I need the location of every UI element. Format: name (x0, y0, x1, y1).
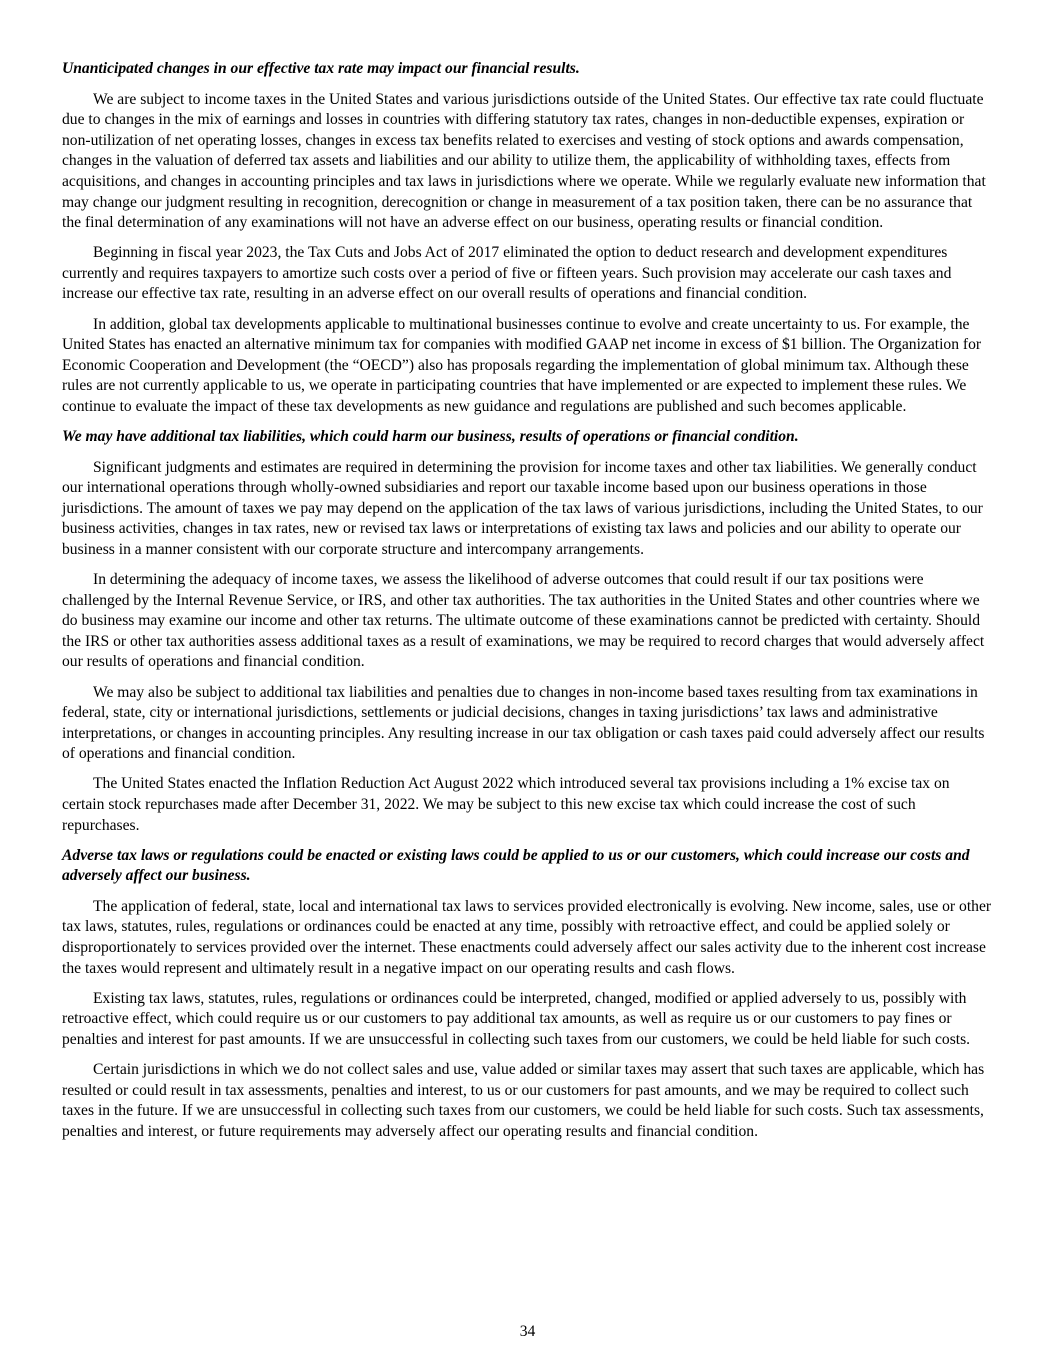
page-number: 34 (519, 1323, 536, 1340)
section-heading: Unanticipated changes in our effective tax rate may impact our financial results. (62, 60, 580, 77)
paragraph: We are subject to income taxes in the United States and various jurisdictions outside of the United States. Our effective tax rate could fluctuate due to changes in the mix of earnings and losses in countries with differing statutory tax rates, changes in non-deductible expenses, expiration or non-utilization of net operating losses, changes in excess tax benefits related to exercises and vesting of stock options and awards compensation, changes in the valuation of deferred tax assets and liabilities and our ability to utilize them, the applicability of withholding taxes, effects from acquisitions, and changes in accounting principles and tax laws in jurisdictions where we operate. While we regularly evaluate new information that may change our judgment resulting in recognition, derecognition or change in measurement of a tax position taken, there can be no assurance that the final determination of any examinations will not have an adverse effect on our business, operating results or financial condition. (62, 90, 986, 232)
paragraph: In addition, global tax developments applicable to multinational businesses continue to evolve and create uncertainty to us. For example, the United States has enacted an alternative minimum tax for companies with modified GAAP net income in excess of $1 billion. The Organization for Economic Cooperation and Development (the “OECD”) also has proposals regarding the implementation of global minimum tax. Although these rules are not currently applicable to us, we operate in participating countries that have implemented or are expected to implement these rules. We continue to evaluate the impact of these tax developments as new guidance and regulations are published and such becomes applicable. (62, 315, 982, 415)
paragraph: Existing tax laws, statutes, rules, regulations or ordinances could be interpreted, changed, modified or applied adversely to us, possibly with retroactive effect, which could require us or our customers to pay additional tax amounts, as well as require us or our customers to pay fines or penalties and interest for past amounts. If we are unsuccessful in collecting such taxes from our customers, we could be held liable for such costs. (62, 989, 971, 1048)
document-page (62, 59, 994, 1152)
paragraph: We may also be subject to additional tax liabilities and penalties due to changes in non-income based taxes resulting from tax examinations in federal, state, city or international jurisdictions, settlements or judicial decisions, changes in taxing jurisdictions’ tax laws and administrative interpretations, or changes in accounting principles. Any resulting increase in our tax obligation or cash taxes paid could adversely affect our results of operations and financial condition. (62, 683, 985, 763)
paragraph: The United States enacted the Inflation Reduction Act August 2022 which introduced several tax provisions including a 1% excise tax on certain stock repurchases made after December 31, 2022. We may be subject to this new excise tax which could increase the cost of such repurchases. (62, 775, 950, 834)
section-heading: We may have additional tax liabilities, which could harm our business, results of operations or financial condition. (62, 428, 799, 445)
paragraph: The application of federal, state, local and international tax laws to services provided electronically is evolving. New income, sales, use or other tax laws, statutes, rules, regulations or ordinances could be enacted at any time, possibly with retroactive effect, and could be applied solely or disproportionately to services provided over the internet. These enactments could adversely affect our sales activity due to the inherent cost increase the taxes would represent and ultimately result in a negative impact on our operating results and cash flows. (62, 897, 992, 977)
paragraph: In determining the adequacy of income taxes, we assess the likelihood of adverse outcomes that could result if our tax positions were challenged by the Internal Revenue Service, or IRS, and other tax authorities. The tax authorities in the United States and other countries where we do business may examine our income and other tax returns. The ultimate outcome of these examinations cannot be predicted with certainty. Should the IRS or other tax authorities assess additional taxes as a result of examinations, we may be required to record charges that would adversely affect our results of operations and financial condition. (62, 571, 985, 671)
section-additional-tax-liabilities (62, 427, 994, 836)
paragraph: Certain jurisdictions in which we do not collect sales and use, value added or similar taxes may assert that such taxes are applicable, which has resulted or could result in tax assessments, penalties and interest, to us or our customers for past amounts, and we may be required to collect such taxes in the future. If we are unsuccessful in collecting such taxes from our customers, we could be held liable for such costs. Such tax assessments, penalties and interest, or future requirements may adversely affect our operating results and financial condition. (62, 1061, 985, 1140)
section-heading: Adverse tax laws or regulations could be enacted or existing laws could be applied to us or our customers, which could increase our costs and adversely affect our business. (62, 846, 970, 885)
paragraph: Significant judgments and estimates are required in determining the provision for income taxes and other tax liabilities. We generally conduct our international operations through wholly-owned subsidiaries and report our taxable income based upon our business operations in those jurisdictions. The amount of taxes we pay may depend on the application of the tax laws of various jurisdictions, including the United States, to our business activities, changes in tax rates, new or revised tax laws or interpretations of existing tax laws and policies and our ability to operate our business in a manner consistent with our corporate structure and intercompany arrangements. (62, 458, 983, 558)
section-effective-tax-rate (62, 59, 994, 418)
section-adverse-tax-laws (62, 846, 994, 1143)
paragraph: Beginning in fiscal year 2023, the Tax Cuts and Jobs Act of 2017 eliminated the option to deduct research and development expenditures currently and requires taxpayers to amortize such costs over a period of five or fifteen years. Such provision may accelerate our cash taxes and increase our effective tax rate, resulting in an adverse effect on our overall results of operations and financial condition. (62, 244, 952, 303)
